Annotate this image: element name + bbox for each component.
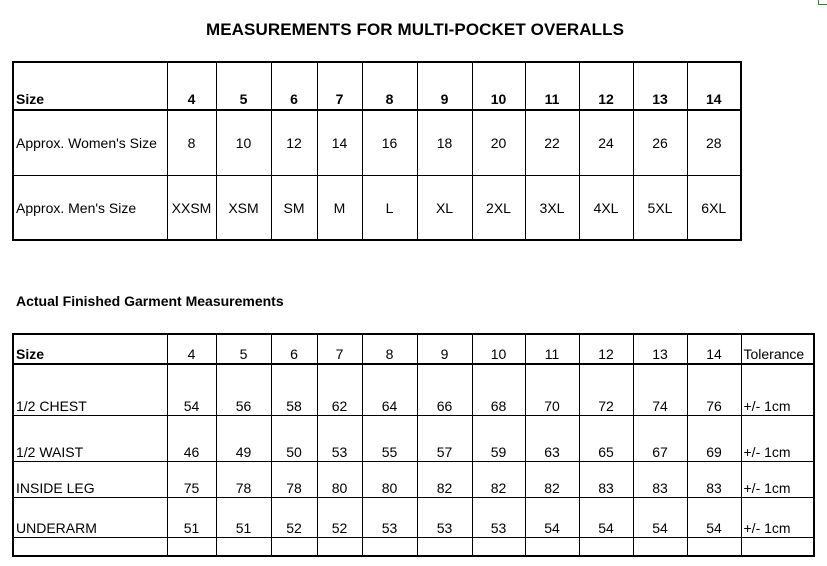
empty-cell: [472, 538, 525, 557]
women-size-cell: 26: [633, 110, 687, 176]
measurement-cell: 57: [417, 416, 472, 462]
women-size-cell: 20: [472, 110, 525, 176]
size-header: Size: [13, 62, 167, 110]
tolerance-cell: +/- 1cm: [741, 364, 814, 416]
men-size-cell: 3XL: [525, 176, 579, 241]
women-size-cell: 16: [362, 110, 417, 176]
measurement-row-chest: [13, 364, 814, 416]
size-cell: 4: [167, 62, 216, 110]
size-cell: 9: [417, 62, 472, 110]
empty-cell: [13, 538, 167, 557]
garment-size-cell: 9: [417, 334, 472, 364]
corner-marker: [818, 0, 827, 5]
measurement-label: UNDERARM: [13, 498, 167, 538]
tolerance-cell: +/- 1cm: [741, 462, 814, 498]
size-cell: 10: [472, 62, 525, 110]
men-size-cell: M: [317, 176, 362, 241]
measurement-cell: 82: [472, 462, 525, 498]
measurement-cell: 59: [472, 416, 525, 462]
measurement-cell: 65: [579, 416, 633, 462]
garment-size-cell: 6: [271, 334, 317, 364]
measurement-cell: 52: [271, 498, 317, 538]
measurement-cell: 53: [362, 498, 417, 538]
measurement-cell: 56: [216, 364, 271, 416]
measurement-cell: 54: [687, 498, 741, 538]
measurement-cell: 78: [216, 462, 271, 498]
women-size-cell: 12: [271, 110, 317, 176]
measurement-cell: 82: [417, 462, 472, 498]
measurement-cell: 53: [317, 416, 362, 462]
garment-size-cell: 5: [216, 334, 271, 364]
measurement-cell: 54: [525, 498, 579, 538]
tolerance-header: Tolerance: [741, 334, 814, 364]
men-size-cell: 4XL: [579, 176, 633, 241]
measurement-cell: 80: [362, 462, 417, 498]
measurement-label: 1/2 WAIST: [13, 416, 167, 462]
measurement-cell: 67: [633, 416, 687, 462]
measurement-cell: 83: [579, 462, 633, 498]
men-size-cell: 6XL: [687, 176, 741, 241]
empty-cell: [633, 538, 687, 557]
size-cell: 8: [362, 62, 417, 110]
size-conversion-table: [12, 61, 742, 241]
men-size-cell: XSM: [216, 176, 271, 241]
men-size-cell: 2XL: [472, 176, 525, 241]
garment-size-cell: 13: [633, 334, 687, 364]
empty-cell: [216, 538, 271, 557]
garment-section-title: Actual Finished Garment Measurements: [16, 293, 284, 309]
empty-cell: [167, 538, 216, 557]
measurement-cell: 53: [417, 498, 472, 538]
measurement-cell: 76: [687, 364, 741, 416]
women-size-cell: 14: [317, 110, 362, 176]
empty-cell: [525, 538, 579, 557]
measurement-cell: 82: [525, 462, 579, 498]
garment-size-header: Size: [13, 334, 167, 364]
women-size-cell: 24: [579, 110, 633, 176]
empty-cell: [317, 538, 362, 557]
women-size-cell: 28: [687, 110, 741, 176]
measurement-cell: 63: [525, 416, 579, 462]
measurement-cell: 50: [271, 416, 317, 462]
garment-size-cell: 14: [687, 334, 741, 364]
size-cell: 14: [687, 62, 741, 110]
empty-cell: [271, 538, 317, 557]
size-cell: 11: [525, 62, 579, 110]
women-size-cell: 8: [167, 110, 216, 176]
measurement-label: 1/2 CHEST: [13, 364, 167, 416]
measurement-cell: 68: [472, 364, 525, 416]
measurement-cell: 83: [633, 462, 687, 498]
empty-cell: [417, 538, 472, 557]
garment-size-cell: 11: [525, 334, 579, 364]
page-title: MEASUREMENTS FOR MULTI-POCKET OVERALLS: [205, 20, 625, 39]
empty-row: [13, 538, 814, 557]
measurement-row-underarm: [13, 498, 814, 538]
measurement-cell: 51: [216, 498, 271, 538]
measurement-cell: 54: [579, 498, 633, 538]
garment-size-cell: 4: [167, 334, 216, 364]
women-size-cell: 18: [417, 110, 472, 176]
empty-cell: [687, 538, 741, 557]
measurement-cell: 70: [525, 364, 579, 416]
measurement-cell: 58: [271, 364, 317, 416]
size-cell: 7: [317, 62, 362, 110]
men-size-label: Approx. Men's Size: [13, 176, 167, 241]
size-cell: 6: [271, 62, 317, 110]
measurement-cell: 66: [417, 364, 472, 416]
measurement-cell: 62: [317, 364, 362, 416]
garment-header-row: [13, 334, 814, 364]
women-size-cell: 22: [525, 110, 579, 176]
garment-size-cell: 10: [472, 334, 525, 364]
size-row: [13, 62, 741, 110]
garment-size-cell: 7: [317, 334, 362, 364]
measurement-cell: 74: [633, 364, 687, 416]
measurement-cell: 52: [317, 498, 362, 538]
measurement-cell: 46: [167, 416, 216, 462]
men-size-cell: 5XL: [633, 176, 687, 241]
measurement-label: INSIDE LEG: [13, 462, 167, 498]
empty-cell: [741, 538, 814, 557]
men-size-cell: XXSM: [167, 176, 216, 241]
measurement-cell: 53: [472, 498, 525, 538]
garment-size-cell: 8: [362, 334, 417, 364]
measurement-cell: 83: [687, 462, 741, 498]
men-size-cell: L: [362, 176, 417, 241]
men-size-cell: SM: [271, 176, 317, 241]
size-cell: 13: [633, 62, 687, 110]
measurement-cell: 54: [167, 364, 216, 416]
measurement-cell: 78: [271, 462, 317, 498]
measurement-cell: 54: [633, 498, 687, 538]
measurement-row-waist: [13, 416, 814, 462]
garment-size-cell: 12: [579, 334, 633, 364]
garment-measurements-table: [12, 333, 815, 557]
size-cell: 5: [216, 62, 271, 110]
measurement-cell: 80: [317, 462, 362, 498]
women-size-row: [13, 110, 741, 176]
tolerance-cell: +/- 1cm: [741, 416, 814, 462]
women-size-cell: 10: [216, 110, 271, 176]
measurement-cell: 55: [362, 416, 417, 462]
empty-cell: [579, 538, 633, 557]
measurement-row-inside-leg: [13, 462, 814, 498]
empty-cell: [362, 538, 417, 557]
measurement-cell: 75: [167, 462, 216, 498]
women-size-label: Approx. Women's Size: [13, 110, 167, 176]
measurement-cell: 51: [167, 498, 216, 538]
measurement-cell: 72: [579, 364, 633, 416]
measurement-cell: 64: [362, 364, 417, 416]
measurement-cell: 49: [216, 416, 271, 462]
measurement-cell: 69: [687, 416, 741, 462]
men-size-row: [13, 176, 741, 241]
size-cell: 12: [579, 62, 633, 110]
men-size-cell: XL: [417, 176, 472, 241]
tolerance-cell: +/- 1cm: [741, 498, 814, 538]
